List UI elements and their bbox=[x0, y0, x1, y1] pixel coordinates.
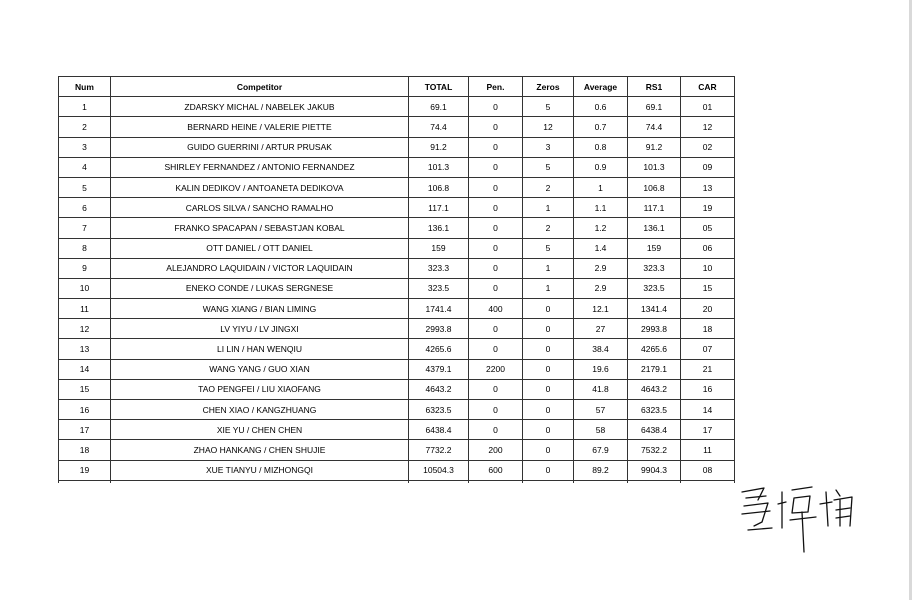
cell-pen: 0 bbox=[469, 238, 523, 258]
cell-num: 14 bbox=[59, 359, 111, 379]
cell-average: 1.4 bbox=[574, 238, 628, 258]
table-row bbox=[59, 177, 735, 197]
cell-pen: 0 bbox=[469, 420, 523, 440]
cell-num: 2 bbox=[59, 117, 111, 137]
cell-total: 323.3 bbox=[409, 258, 469, 278]
cell-average: 1.1 bbox=[574, 198, 628, 218]
table-row bbox=[59, 299, 735, 319]
table-row bbox=[59, 278, 735, 298]
cell-pen: 0 bbox=[469, 278, 523, 298]
cell-zeros: 5 bbox=[523, 238, 574, 258]
table-row bbox=[59, 198, 735, 218]
cell-num: 9 bbox=[59, 258, 111, 278]
cell-car: 05 bbox=[681, 218, 735, 238]
cell-total: 323.5 bbox=[409, 278, 469, 298]
cell-zeros: 0 bbox=[523, 339, 574, 359]
cell-zeros: 0 bbox=[523, 400, 574, 420]
cell-rs1: 106.8 bbox=[628, 177, 681, 197]
table-row bbox=[59, 319, 735, 339]
empty-cell bbox=[574, 480, 628, 483]
cell-car: 21 bbox=[681, 359, 735, 379]
header-car: CAR bbox=[681, 77, 735, 97]
cell-car: 16 bbox=[681, 379, 735, 399]
cell-average: 58 bbox=[574, 420, 628, 440]
results-table bbox=[58, 76, 735, 483]
table-row bbox=[59, 97, 735, 117]
cell-competitor: WANG YANG / GUO XIAN bbox=[111, 359, 409, 379]
table-row-continuation bbox=[59, 480, 735, 483]
cell-num: 12 bbox=[59, 319, 111, 339]
cell-car: 02 bbox=[681, 137, 735, 157]
cell-rs1: 69.1 bbox=[628, 97, 681, 117]
cell-car: 14 bbox=[681, 400, 735, 420]
cell-num: 8 bbox=[59, 238, 111, 258]
cell-num: 6 bbox=[59, 198, 111, 218]
cell-zeros: 0 bbox=[523, 319, 574, 339]
cell-pen: 0 bbox=[469, 218, 523, 238]
cell-average: 0.6 bbox=[574, 97, 628, 117]
cell-num: 1 bbox=[59, 97, 111, 117]
cell-average: 0.8 bbox=[574, 137, 628, 157]
table-row bbox=[59, 117, 735, 137]
cell-num: 7 bbox=[59, 218, 111, 238]
header-pen: Pen. bbox=[469, 77, 523, 97]
cell-rs1: 2993.8 bbox=[628, 319, 681, 339]
cell-total: 1741.4 bbox=[409, 299, 469, 319]
header-row bbox=[59, 77, 735, 97]
cell-total: 6438.4 bbox=[409, 420, 469, 440]
cell-total: 117.1 bbox=[409, 198, 469, 218]
empty-cell bbox=[111, 480, 409, 483]
cell-num: 5 bbox=[59, 177, 111, 197]
header-num: Num bbox=[59, 77, 111, 97]
cell-zeros: 0 bbox=[523, 460, 574, 480]
cell-competitor: GUIDO GUERRINI / ARTUR PRUSAK bbox=[111, 137, 409, 157]
cell-average: 1.2 bbox=[574, 218, 628, 238]
cell-competitor: ZHAO HANKANG / CHEN SHUJIE bbox=[111, 440, 409, 460]
cell-competitor: SHIRLEY FERNANDEZ / ANTONIO FERNANDEZ bbox=[111, 157, 409, 177]
cell-total: 10504.3 bbox=[409, 460, 469, 480]
cell-rs1: 4643.2 bbox=[628, 379, 681, 399]
cell-rs1: 6438.4 bbox=[628, 420, 681, 440]
cell-pen: 0 bbox=[469, 400, 523, 420]
header-average: Average bbox=[574, 77, 628, 97]
empty-cell bbox=[409, 480, 469, 483]
cell-car: 12 bbox=[681, 117, 735, 137]
cell-average: 1 bbox=[574, 177, 628, 197]
cell-competitor: BERNARD HEINE / VALERIE PIETTE bbox=[111, 117, 409, 137]
cell-total: 7732.2 bbox=[409, 440, 469, 460]
cell-competitor: CHEN XIAO / KANGZHUANG bbox=[111, 400, 409, 420]
cell-pen: 600 bbox=[469, 460, 523, 480]
cell-total: 69.1 bbox=[409, 97, 469, 117]
table-row bbox=[59, 258, 735, 278]
cell-average: 38.4 bbox=[574, 339, 628, 359]
cell-rs1: 323.5 bbox=[628, 278, 681, 298]
cell-num: 17 bbox=[59, 420, 111, 440]
cell-competitor: ZDARSKY MICHAL / NABELEK JAKUB bbox=[111, 97, 409, 117]
cell-competitor: XUE TIANYU / MIZHONGQI bbox=[111, 460, 409, 480]
cell-average: 2.9 bbox=[574, 258, 628, 278]
cell-num: 15 bbox=[59, 379, 111, 399]
header-competitor: Competitor bbox=[111, 77, 409, 97]
table-row bbox=[59, 400, 735, 420]
cell-num: 16 bbox=[59, 400, 111, 420]
cell-num: 4 bbox=[59, 157, 111, 177]
table-row bbox=[59, 137, 735, 157]
empty-cell bbox=[628, 480, 681, 483]
cell-average: 41.8 bbox=[574, 379, 628, 399]
cell-competitor: KALIN DEDIKOV / ANTOANETA DEDIKOVA bbox=[111, 177, 409, 197]
cell-car: 06 bbox=[681, 238, 735, 258]
cell-rs1: 9904.3 bbox=[628, 460, 681, 480]
cell-pen: 0 bbox=[469, 137, 523, 157]
cell-total: 136.1 bbox=[409, 218, 469, 238]
cell-zeros: 1 bbox=[523, 198, 574, 218]
cell-rs1: 4265.6 bbox=[628, 339, 681, 359]
cell-average: 12.1 bbox=[574, 299, 628, 319]
cell-total: 91.2 bbox=[409, 137, 469, 157]
cell-competitor: LI LIN / HAN WENQIU bbox=[111, 339, 409, 359]
cell-competitor: XIE YU / CHEN CHEN bbox=[111, 420, 409, 440]
cell-pen: 0 bbox=[469, 258, 523, 278]
cell-competitor: ENEKO CONDE / LUKAS SERGNESE bbox=[111, 278, 409, 298]
cell-pen: 0 bbox=[469, 319, 523, 339]
table-row bbox=[59, 379, 735, 399]
table-row bbox=[59, 359, 735, 379]
cell-total: 4265.6 bbox=[409, 339, 469, 359]
cell-total: 4643.2 bbox=[409, 379, 469, 399]
cell-pen: 0 bbox=[469, 117, 523, 137]
cell-pen: 0 bbox=[469, 339, 523, 359]
cell-rs1: 136.1 bbox=[628, 218, 681, 238]
header-total: TOTAL bbox=[409, 77, 469, 97]
cell-total: 2993.8 bbox=[409, 319, 469, 339]
cell-zeros: 1 bbox=[523, 278, 574, 298]
cell-car: 18 bbox=[681, 319, 735, 339]
header-rs1: RS1 bbox=[628, 77, 681, 97]
cell-total: 74.4 bbox=[409, 117, 469, 137]
cell-num: 19 bbox=[59, 460, 111, 480]
handwritten-signature bbox=[736, 482, 860, 554]
cell-car: 01 bbox=[681, 97, 735, 117]
cell-num: 13 bbox=[59, 339, 111, 359]
cell-total: 4379.1 bbox=[409, 359, 469, 379]
cell-pen: 0 bbox=[469, 97, 523, 117]
cell-car: 11 bbox=[681, 440, 735, 460]
cell-pen: 0 bbox=[469, 177, 523, 197]
empty-cell bbox=[681, 480, 735, 483]
cell-rs1: 1341.4 bbox=[628, 299, 681, 319]
cell-zeros: 0 bbox=[523, 359, 574, 379]
cell-average: 19.6 bbox=[574, 359, 628, 379]
cell-total: 159 bbox=[409, 238, 469, 258]
cell-zeros: 0 bbox=[523, 379, 574, 399]
cell-zeros: 2 bbox=[523, 218, 574, 238]
cell-num: 18 bbox=[59, 440, 111, 460]
cell-rs1: 6323.5 bbox=[628, 400, 681, 420]
empty-cell bbox=[59, 480, 111, 483]
cell-total: 6323.5 bbox=[409, 400, 469, 420]
cell-num: 10 bbox=[59, 278, 111, 298]
cell-zeros: 0 bbox=[523, 440, 574, 460]
cell-pen: 0 bbox=[469, 379, 523, 399]
cell-average: 0.7 bbox=[574, 117, 628, 137]
cell-rs1: 91.2 bbox=[628, 137, 681, 157]
header-zeros: Zeros bbox=[523, 77, 574, 97]
cell-competitor: ALEJANDRO LAQUIDAIN / VICTOR LAQUIDAIN bbox=[111, 258, 409, 278]
cell-rs1: 2179.1 bbox=[628, 359, 681, 379]
cell-zeros: 2 bbox=[523, 177, 574, 197]
cell-average: 67.9 bbox=[574, 440, 628, 460]
cell-rs1: 117.1 bbox=[628, 198, 681, 218]
table-row bbox=[59, 218, 735, 238]
cell-rs1: 7532.2 bbox=[628, 440, 681, 460]
cell-zeros: 12 bbox=[523, 117, 574, 137]
cell-car: 07 bbox=[681, 339, 735, 359]
cell-rs1: 74.4 bbox=[628, 117, 681, 137]
cell-zeros: 0 bbox=[523, 420, 574, 440]
cell-car: 15 bbox=[681, 278, 735, 298]
cell-car: 20 bbox=[681, 299, 735, 319]
results-body bbox=[59, 97, 735, 483]
cell-pen: 0 bbox=[469, 157, 523, 177]
cell-average: 27 bbox=[574, 319, 628, 339]
cell-car: 09 bbox=[681, 157, 735, 177]
cell-car: 17 bbox=[681, 420, 735, 440]
table-row bbox=[59, 339, 735, 359]
cell-rs1: 323.3 bbox=[628, 258, 681, 278]
empty-cell bbox=[523, 480, 574, 483]
cell-average: 57 bbox=[574, 400, 628, 420]
cell-car: 08 bbox=[681, 460, 735, 480]
cell-pen: 0 bbox=[469, 198, 523, 218]
cell-average: 2.9 bbox=[574, 278, 628, 298]
table-row bbox=[59, 238, 735, 258]
cell-num: 11 bbox=[59, 299, 111, 319]
cell-average: 89.2 bbox=[574, 460, 628, 480]
cell-pen: 200 bbox=[469, 440, 523, 460]
cell-pen: 400 bbox=[469, 299, 523, 319]
cell-zeros: 0 bbox=[523, 299, 574, 319]
empty-cell bbox=[469, 480, 523, 483]
table-row bbox=[59, 460, 735, 480]
cell-zeros: 5 bbox=[523, 97, 574, 117]
table-row bbox=[59, 440, 735, 460]
cell-competitor: OTT DANIEL / OTT DANIEL bbox=[111, 238, 409, 258]
cell-rs1: 159 bbox=[628, 238, 681, 258]
cell-competitor: WANG XIANG / BIAN LIMING bbox=[111, 299, 409, 319]
table-row bbox=[59, 157, 735, 177]
cell-total: 101.3 bbox=[409, 157, 469, 177]
cell-car: 13 bbox=[681, 177, 735, 197]
cell-zeros: 3 bbox=[523, 137, 574, 157]
cell-competitor: FRANKO SPACAPAN / SEBASTJAN KOBAL bbox=[111, 218, 409, 238]
cell-car: 10 bbox=[681, 258, 735, 278]
table-row bbox=[59, 420, 735, 440]
cell-average: 0.9 bbox=[574, 157, 628, 177]
cell-rs1: 101.3 bbox=[628, 157, 681, 177]
cell-competitor: LV YIYU / LV JINGXI bbox=[111, 319, 409, 339]
cell-competitor: TAO PENGFEI / LIU XIAOFANG bbox=[111, 379, 409, 399]
cell-zeros: 5 bbox=[523, 157, 574, 177]
cell-zeros: 1 bbox=[523, 258, 574, 278]
cell-total: 106.8 bbox=[409, 177, 469, 197]
cell-car: 19 bbox=[681, 198, 735, 218]
cell-competitor: CARLOS SILVA / SANCHO RAMALHO bbox=[111, 198, 409, 218]
cell-pen: 2200 bbox=[469, 359, 523, 379]
cell-num: 3 bbox=[59, 137, 111, 157]
